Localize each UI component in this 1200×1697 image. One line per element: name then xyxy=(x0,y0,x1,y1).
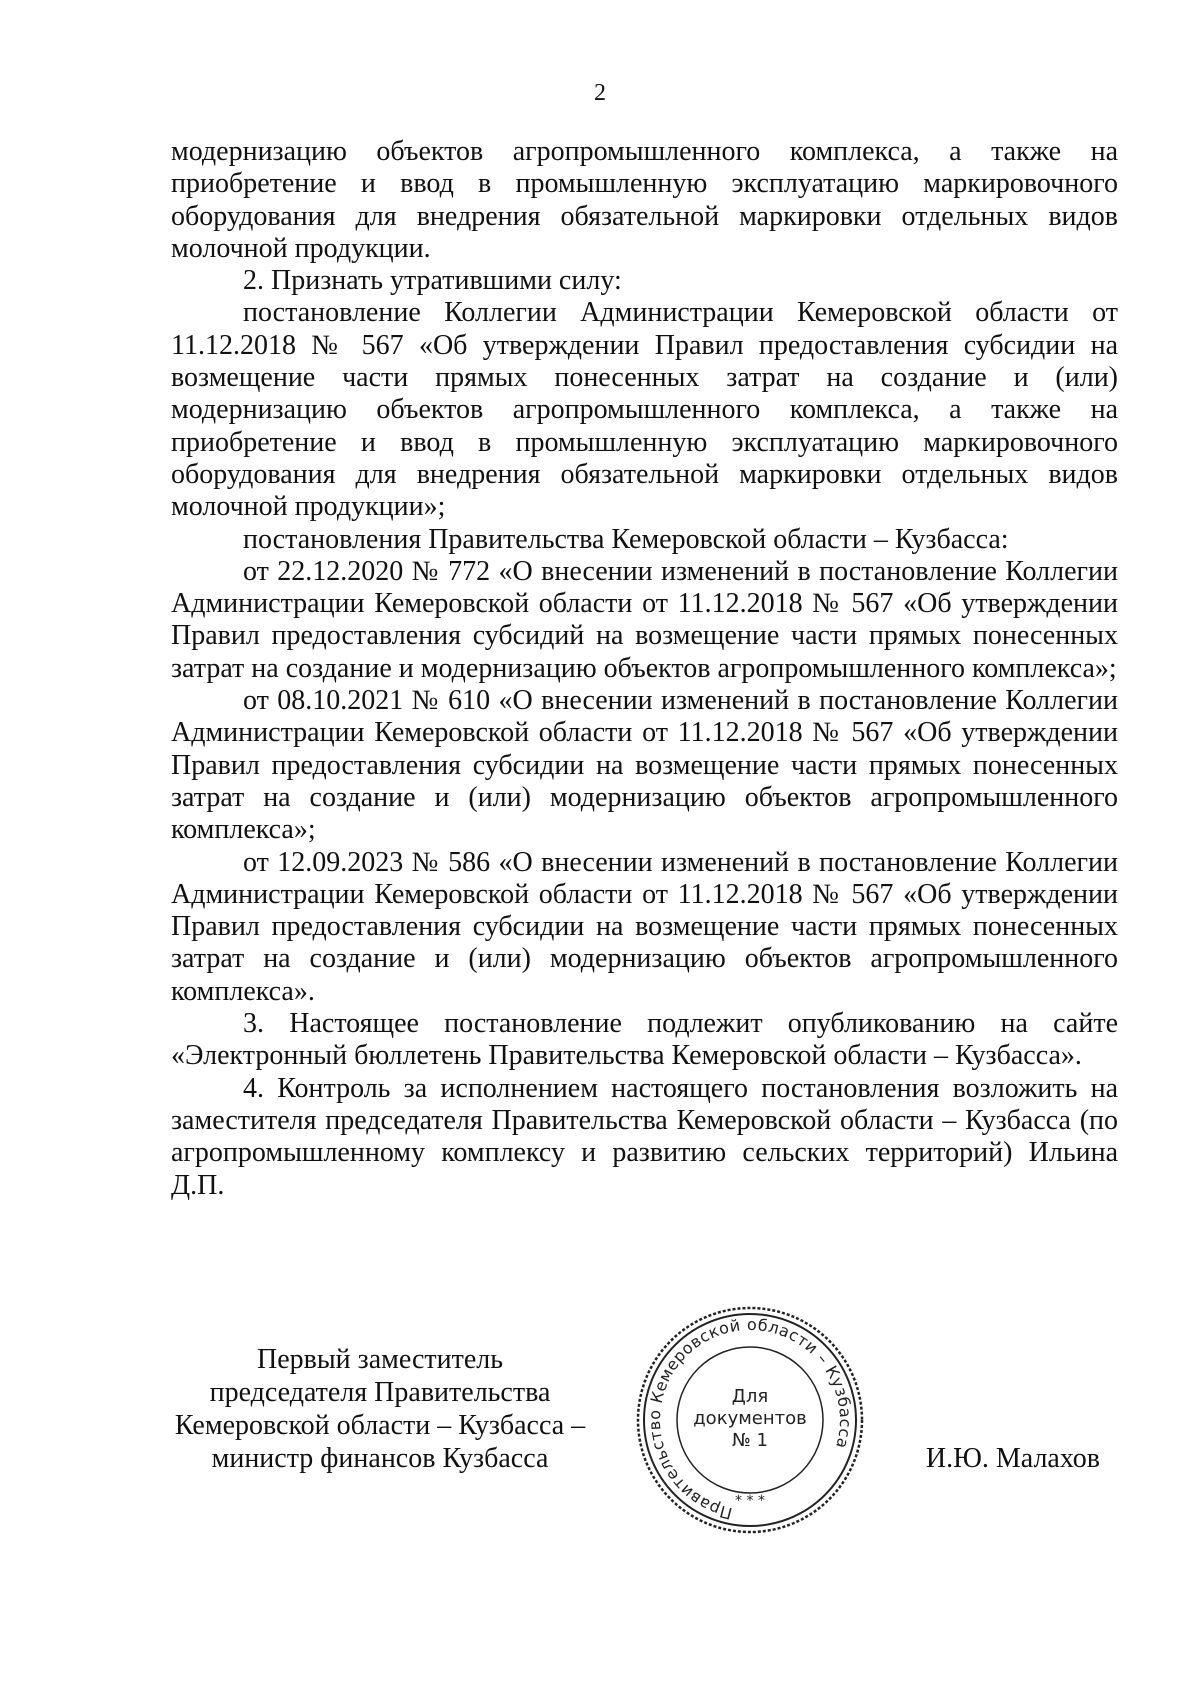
signatory-title xyxy=(150,1343,610,1475)
paragraph-government-resolutions: постановления Правительства Кемеровской области – Кузбасса: xyxy=(243,523,1009,555)
paragraph-item-3: 3. Настоящее постановление подлежит опубликованию на сайте «Электронный бюллетень Правительства Кемеровской области – Кузбасса». xyxy=(171,1008,1118,1072)
signatory-title-line: Кемеровской области – Кузбасса – xyxy=(174,1410,586,1441)
signer-name: И.Ю. Малахов xyxy=(925,1443,1100,1474)
page-number: 2 xyxy=(594,80,606,106)
paragraph-continuation: модернизацию объектов агропромышленного комплекса, а также на приобретение и ввод в промышленную эксплуатацию маркировочного оборудования для внедрения обязательной маркировки отдельных видов молочной продукции. xyxy=(171,136,1118,264)
paragraph-item-4: 4. Контроль за исполнением настоящего постановления возложить на заместителя председателя Правительства Кемеровской области – Кузбасса (по агропромышленному комплексу и развитию сельских территорий) Ильина Д.П. xyxy=(171,1072,1118,1201)
seal-ring-text: Правительство Кемеровской области – Кузбасса xyxy=(644,1314,856,1524)
seal-center-line: документов xyxy=(693,1408,807,1429)
official-seal xyxy=(630,1300,870,1540)
paragraph-resolution-772: от 22.12.2020 № 772 «О внесении изменений в постановление Коллегии Администрации Кемеровской области от 11.12.2018 № 567 «Об утверждении Правил предоставления субсидий на возмещение части прямых понесенных затрат на создание и модернизацию объектов агропромышленного комплекса»; xyxy=(171,555,1118,684)
document-body xyxy=(171,136,1118,1202)
seal-graphic xyxy=(630,1300,870,1540)
paragraph-item-2: 2. Признать утратившими силу: xyxy=(243,265,622,297)
paragraph-resolution-610: от 08.10.2021 № 610 «О внесении изменений в постановление Коллегии Администрации Кемеровской области от 11.12.2018 № 567 «Об утверждении Правил предоставления субсидии на возмещение части прямых понесенных затрат на создание и (или) модернизацию объектов агропромышленного комплекса»; xyxy=(171,685,1118,846)
signatory-title-line: министр финансов Кузбасса xyxy=(211,1443,549,1474)
paragraph-repealed-resolution: постановление Коллегии Администрации Кемеровской области от 11.12.2018 № 567 «Об утверждении Правил предоставления субсидии на возмещение части прямых понесенных затрат на создание и (или) модернизацию объектов агропромышленного комплекса, а также на приобретение и ввод в промышленную эксплуатацию маркировочного оборудования для внедрения обязательной маркировки отдельных видов молочной продукции»; xyxy=(171,297,1118,523)
signatory-title-line: Первый заместитель xyxy=(256,1344,504,1375)
seal-center-line: Для xyxy=(731,1386,769,1407)
paragraph-resolution-586: от 12.09.2023 № 586 «О внесении изменений в постановление Коллегии Администрации Кемеровской области от 11.12.2018 № 567 «Об утверждении Правил предоставления субсидии на возмещение части прямых понесенных затрат на создание и (или) модернизацию объектов агропромышленного комплекса». xyxy=(171,846,1118,1007)
seal-center-line: № 1 xyxy=(732,1430,768,1451)
signatory-title-line: председателя Правительства xyxy=(209,1377,551,1408)
seal-stars: * * * xyxy=(735,1493,765,1509)
